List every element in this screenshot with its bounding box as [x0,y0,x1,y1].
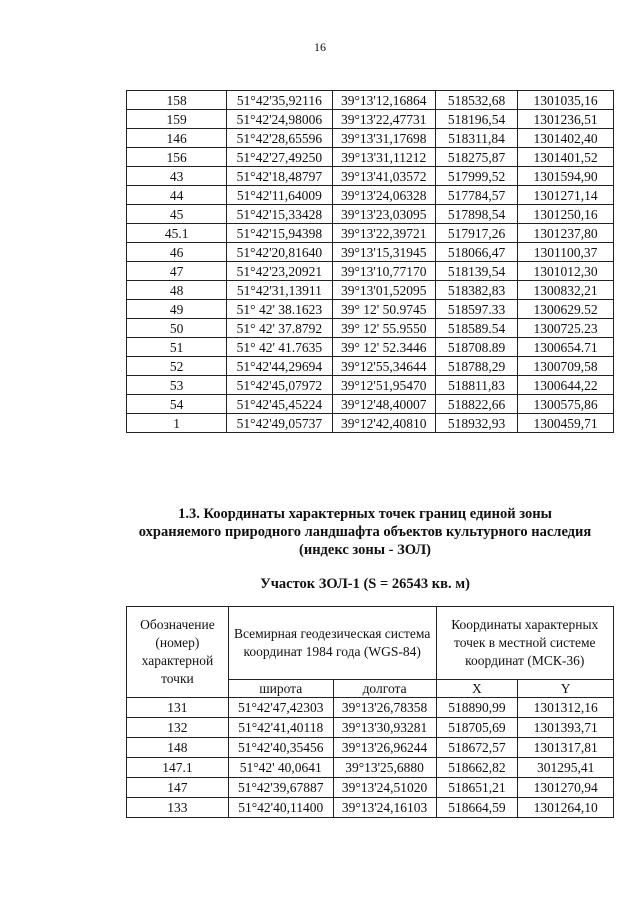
cell-latitude: 51°42'45,07972 [227,376,332,395]
cell-y: 1301270,94 [518,778,614,798]
table-row [127,148,614,167]
cell-longitude: 39°13'10,77170 [332,262,435,281]
cell-latitude: 51°42'24,98006 [227,110,332,129]
cell-longitude: 39°13'22,39721 [332,224,435,243]
cell-x: 517999,52 [435,167,517,186]
table-row [127,224,614,243]
cell-x: 517784,57 [435,186,517,205]
cell-y: 1300459,71 [518,414,614,433]
table-row [127,281,614,300]
cell-longitude: 39°13'30,93281 [333,718,436,738]
cell-latitude: 51°42'45,45224 [227,395,332,414]
cell-longitude: 39°13'24,51020 [333,778,436,798]
cell-point-number: 46 [127,243,227,262]
cell-longitude: 39°13'31,11212 [332,148,435,167]
cell-y: 1300644,22 [518,376,614,395]
cell-y: 1301264,10 [518,798,614,818]
header-msk36: Координаты характерных точек в местной системе координат (МСК-36) [436,607,614,680]
cell-y: 1300832,21 [518,281,614,300]
header-latitude: широта [228,680,333,698]
table-row [127,357,614,376]
cell-y: 1301393,71 [518,718,614,738]
cell-point-number: 44 [127,186,227,205]
zol1-coordinates-table [126,606,614,818]
cell-x: 518311,84 [435,129,517,148]
section-heading [90,505,640,559]
table-row [127,698,614,718]
cell-x: 518651,21 [436,778,518,798]
cell-longitude: 39°13'31,17698 [332,129,435,148]
cell-point-number: 49 [127,300,227,319]
cell-point-number: 131 [127,698,229,718]
cell-latitude: 51°42'27,49250 [227,148,332,167]
cell-y: 1301312,16 [518,698,614,718]
cell-longitude: 39°12'51,95470 [332,376,435,395]
cell-y: 1301100,37 [518,243,614,262]
cell-point-number: 146 [127,129,227,148]
cell-point-number: 147.1 [127,758,229,778]
cell-x: 518708.89 [435,338,517,357]
cell-latitude: 51° 42' 37.8792 [227,319,332,338]
cell-x: 518589.54 [435,319,517,338]
cell-x: 518932,93 [435,414,517,433]
cell-longitude: 39°12'42,40810 [332,414,435,433]
table-row [127,414,614,433]
coordinates-table-continued [126,90,614,433]
cell-x: 518597.33 [435,300,517,319]
header-x: X [436,680,518,698]
cell-x: 518139,54 [435,262,517,281]
cell-y: 1301402,40 [518,129,614,148]
cell-y: 1301401,52 [518,148,614,167]
cell-latitude: 51°42'11,64009 [227,186,332,205]
cell-y: 1301237,80 [518,224,614,243]
table-row [127,129,614,148]
cell-longitude: 39°12'48,40007 [332,395,435,414]
cell-y: 1301035,16 [518,91,614,110]
cell-x: 518532,68 [435,91,517,110]
cell-x: 518664,59 [436,798,518,818]
table-row [127,167,614,186]
cell-point-number: 156 [127,148,227,167]
area-subheading: Участок ЗОЛ-1 (S = 26543 кв. м) [260,576,470,592]
header-point-number: Обозначение (номер) характерной точки [127,607,229,698]
table-row [127,243,614,262]
cell-longitude: 39°13'15,31945 [332,243,435,262]
cell-longitude: 39°13'23,03095 [332,205,435,224]
cell-y: 1300575,86 [518,395,614,414]
cell-longitude: 39°13'26,78358 [333,698,436,718]
cell-point-number: 45.1 [127,224,227,243]
cell-longitude: 39° 12' 50.9745 [332,300,435,319]
cell-latitude: 51°42'40,11400 [228,798,333,818]
cell-x: 518788,29 [435,357,517,376]
cell-latitude: 51°42'28,65596 [227,129,332,148]
header-wgs84: Всемирная геодезическая система координат 1984 года (WGS-84) [228,607,436,680]
cell-x: 517898,54 [435,205,517,224]
cell-y: 1300709,58 [518,357,614,376]
cell-latitude: 51°42'41,40118 [228,718,333,738]
cell-longitude: 39°13'01,52095 [332,281,435,300]
cell-point-number: 158 [127,91,227,110]
cell-y: 1301250,16 [518,205,614,224]
table-row [127,376,614,395]
cell-point-number: 147 [127,778,229,798]
page-number: 16 [314,40,326,54]
cell-y: 1300654.71 [518,338,614,357]
cell-point-number: 133 [127,798,229,818]
section-heading-line: (индекс зоны - ЗОЛ) [299,542,431,558]
cell-point-number: 159 [127,110,227,129]
cell-x: 518196,54 [435,110,517,129]
cell-longitude: 39°13'25,6880 [333,758,436,778]
cell-point-number: 51 [127,338,227,357]
table-row [127,300,614,319]
cell-point-number: 52 [127,357,227,376]
cell-longitude: 39°13'41,03572 [332,167,435,186]
zol1-table-body [127,698,614,818]
cell-longitude: 39°13'24,16103 [333,798,436,818]
cell-point-number: 53 [127,376,227,395]
cell-y: 1301271,14 [518,186,614,205]
cell-x: 518890,99 [436,698,518,718]
cell-point-number: 48 [127,281,227,300]
table-row [127,91,614,110]
section-heading-line: 1.3. Координаты характерных точек границ единой зоны [178,506,552,522]
cell-point-number: 132 [127,718,229,738]
cell-latitude: 51°42'40,35456 [228,738,333,758]
cell-x: 518822,66 [435,395,517,414]
header-longitude: долгота [333,680,436,698]
coordinates-table-body [127,91,614,433]
cell-longitude: 39°13'12,16864 [332,91,435,110]
cell-longitude: 39°12'55,34644 [332,357,435,376]
cell-latitude: 51° 42' 38.1623 [227,300,332,319]
cell-y: 1301012,30 [518,262,614,281]
cell-longitude: 39°13'24,06328 [332,186,435,205]
cell-y: 1301594,90 [518,167,614,186]
cell-y: 1301317,81 [518,738,614,758]
cell-x: 518382,83 [435,281,517,300]
cell-latitude: 51°42'35,92116 [227,91,332,110]
cell-point-number: 50 [127,319,227,338]
table-row [127,778,614,798]
table-row [127,338,614,357]
cell-latitude: 51°42' 40,0641 [228,758,333,778]
cell-latitude: 51°42'44,29694 [227,357,332,376]
cell-point-number: 54 [127,395,227,414]
cell-x: 518662,82 [436,758,518,778]
cell-x: 518811,83 [435,376,517,395]
cell-latitude: 51°42'15,33428 [227,205,332,224]
cell-y: 1300725.23 [518,319,614,338]
table-row [127,205,614,224]
cell-y: 1301236,51 [518,110,614,129]
cell-x: 518705,69 [436,718,518,738]
cell-latitude: 51° 42' 41.7635 [227,338,332,357]
cell-latitude: 51°42'15,94398 [227,224,332,243]
cell-point-number: 45 [127,205,227,224]
table-row [127,395,614,414]
table-row [127,262,614,281]
cell-latitude: 51°42'49,05737 [227,414,332,433]
cell-x: 518275,87 [435,148,517,167]
cell-x: 518066,47 [435,243,517,262]
cell-longitude: 39° 12' 52.3446 [332,338,435,357]
cell-longitude: 39°13'22,47731 [332,110,435,129]
cell-point-number: 47 [127,262,227,281]
cell-longitude: 39° 12' 55.9550 [332,319,435,338]
cell-point-number: 148 [127,738,229,758]
cell-point-number: 43 [127,167,227,186]
cell-y: 1300629.52 [518,300,614,319]
table-row [127,738,614,758]
section-heading-line: охраняемого природного ландшафта объектов культурного наследия [138,524,592,540]
cell-longitude: 39°13'26,96244 [333,738,436,758]
cell-latitude: 51°42'31,13911 [227,281,332,300]
cell-latitude: 51°42'20,81640 [227,243,332,262]
cell-latitude: 51°42'18,48797 [227,167,332,186]
table-row [127,758,614,778]
table-row [127,798,614,818]
table-row [127,718,614,738]
table-row [127,110,614,129]
cell-x: 517917,26 [435,224,517,243]
cell-point-number: 1 [127,414,227,433]
cell-y: 301295,41 [518,758,614,778]
header-y: Y [518,680,614,698]
cell-latitude: 51°42'23,20921 [227,262,332,281]
cell-latitude: 51°42'47,42303 [228,698,333,718]
cell-x: 518672,57 [436,738,518,758]
table-row [127,186,614,205]
cell-latitude: 51°42'39,67887 [228,778,333,798]
table-row [127,319,614,338]
